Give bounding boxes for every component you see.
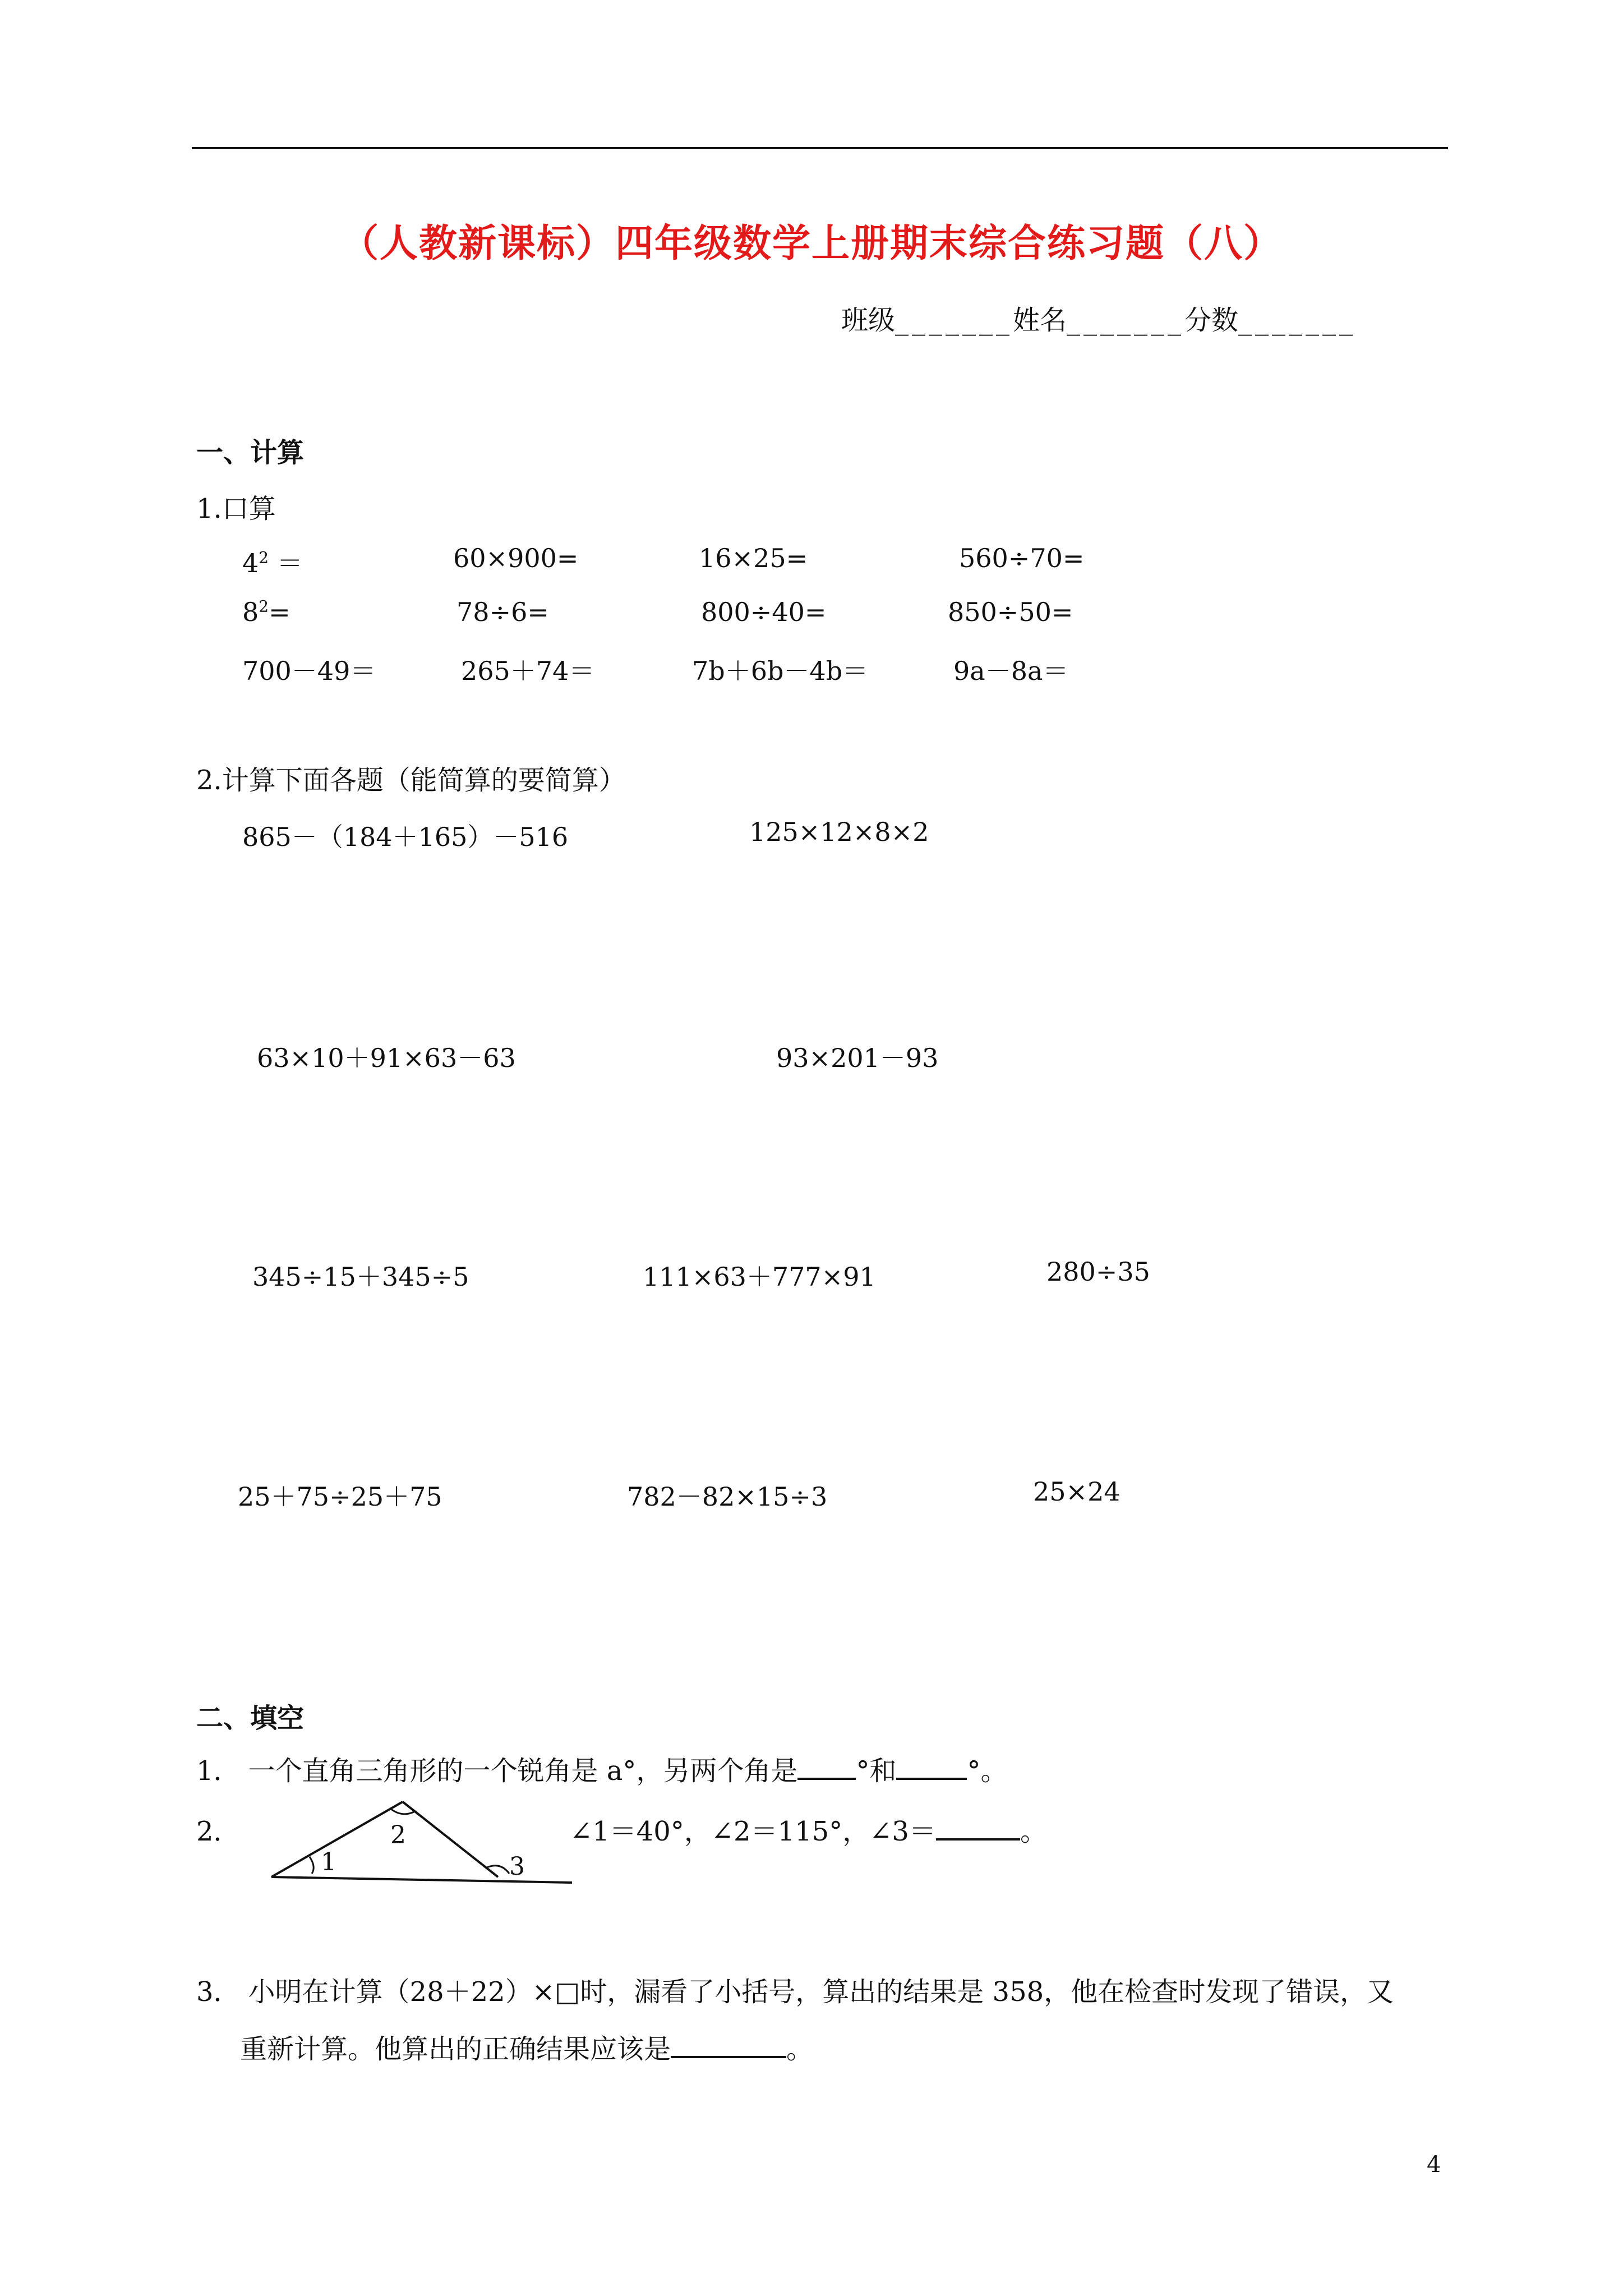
name-label: 姓名	[1013, 305, 1067, 336]
page-number: 4	[1427, 2152, 1441, 2178]
header-rule	[192, 147, 1448, 149]
subsection-oral: 1.口算	[196, 493, 276, 524]
score-blank[interactable]: _______	[1238, 305, 1357, 336]
q1-number: 1．	[196, 1755, 241, 1787]
oral-item: 560÷70=	[959, 543, 1085, 573]
answer-blank[interactable]	[936, 1816, 1020, 1841]
angle-2-arc	[390, 1809, 414, 1814]
triangle-side	[403, 1802, 498, 1877]
oral-item: 9a－8a＝	[953, 656, 1069, 686]
section-heading-fill: 二、填空	[196, 1703, 305, 1734]
oral-item: 78÷6=	[457, 597, 549, 627]
angle-1-label: 1	[321, 1848, 336, 1876]
problem: 25×24	[1033, 1476, 1121, 1507]
angle-1-arc	[310, 1857, 313, 1874]
question-2-text: ∠1＝40°，∠2＝115°，∠3＝ 。	[570, 1816, 1047, 1847]
problem: 280÷35	[1046, 1257, 1150, 1287]
problem: 93×201－93	[776, 1043, 939, 1073]
triangle-side	[271, 1802, 403, 1877]
question-3-line2: 重新计算。他算出的正确结果应该是 。	[240, 2033, 814, 2065]
oral-item: 60×900=	[453, 543, 579, 573]
answer-blank[interactable]	[797, 1755, 856, 1780]
triangle-figure	[258, 1789, 583, 1896]
oral-item: $4^2$ ＝	[242, 548, 303, 578]
problem: 111×63＋777×91	[643, 1262, 876, 1292]
question-1: 1． 一个直角三角形的一个锐角是 a°，另两个角是 °和 °。	[196, 1755, 1008, 1787]
problem: 782－82×15÷3	[627, 1481, 828, 1512]
angle-2-label: 2	[390, 1821, 406, 1849]
q3-number: 3．	[196, 1976, 241, 2008]
problem: 25＋75÷25＋75	[238, 1481, 442, 1512]
angle-3-label: 3	[509, 1852, 525, 1881]
baseline-extension	[271, 1877, 572, 1883]
problem: 865－（184＋165）－516	[242, 822, 569, 852]
problem: 125×12×8×2	[749, 817, 929, 847]
answer-blank[interactable]	[896, 1755, 967, 1780]
q2-number: 2．	[196, 1816, 241, 1847]
section-heading-calc: 一、计算	[196, 437, 305, 468]
problem: 345÷15＋345÷5	[252, 1262, 469, 1292]
answer-blank[interactable]	[671, 2033, 786, 2058]
class-label: 班级	[841, 305, 896, 336]
page-title: （人教新课标）四年级数学上册期末综合练习题（八）	[340, 221, 1283, 266]
name-blank[interactable]: _______	[1067, 305, 1185, 336]
oral-item: 7b＋6b－4b＝	[692, 656, 869, 686]
oral-item: 800÷40=	[701, 597, 827, 627]
question-3-line1: 3． 小明在计算（28＋22）×□时，漏看了小括号，算出的结果是 358，他在检查时发现了错误，又	[196, 1976, 1394, 2008]
oral-item: 265＋74＝	[461, 656, 595, 686]
oral-item: 850÷50=	[948, 597, 1073, 627]
student-info-line	[841, 298, 1356, 337]
problem: 63×10＋91×63－63	[257, 1043, 516, 1073]
class-blank[interactable]: _______	[895, 305, 1013, 336]
subsection-compute: 2.计算下面各题（能简算的要简算）	[196, 765, 626, 796]
oral-item: 700－49＝	[242, 656, 376, 686]
oral-item: 16×25=	[699, 543, 808, 573]
score-label: 分数	[1184, 305, 1239, 336]
oral-item: $8^2=$	[242, 597, 291, 627]
